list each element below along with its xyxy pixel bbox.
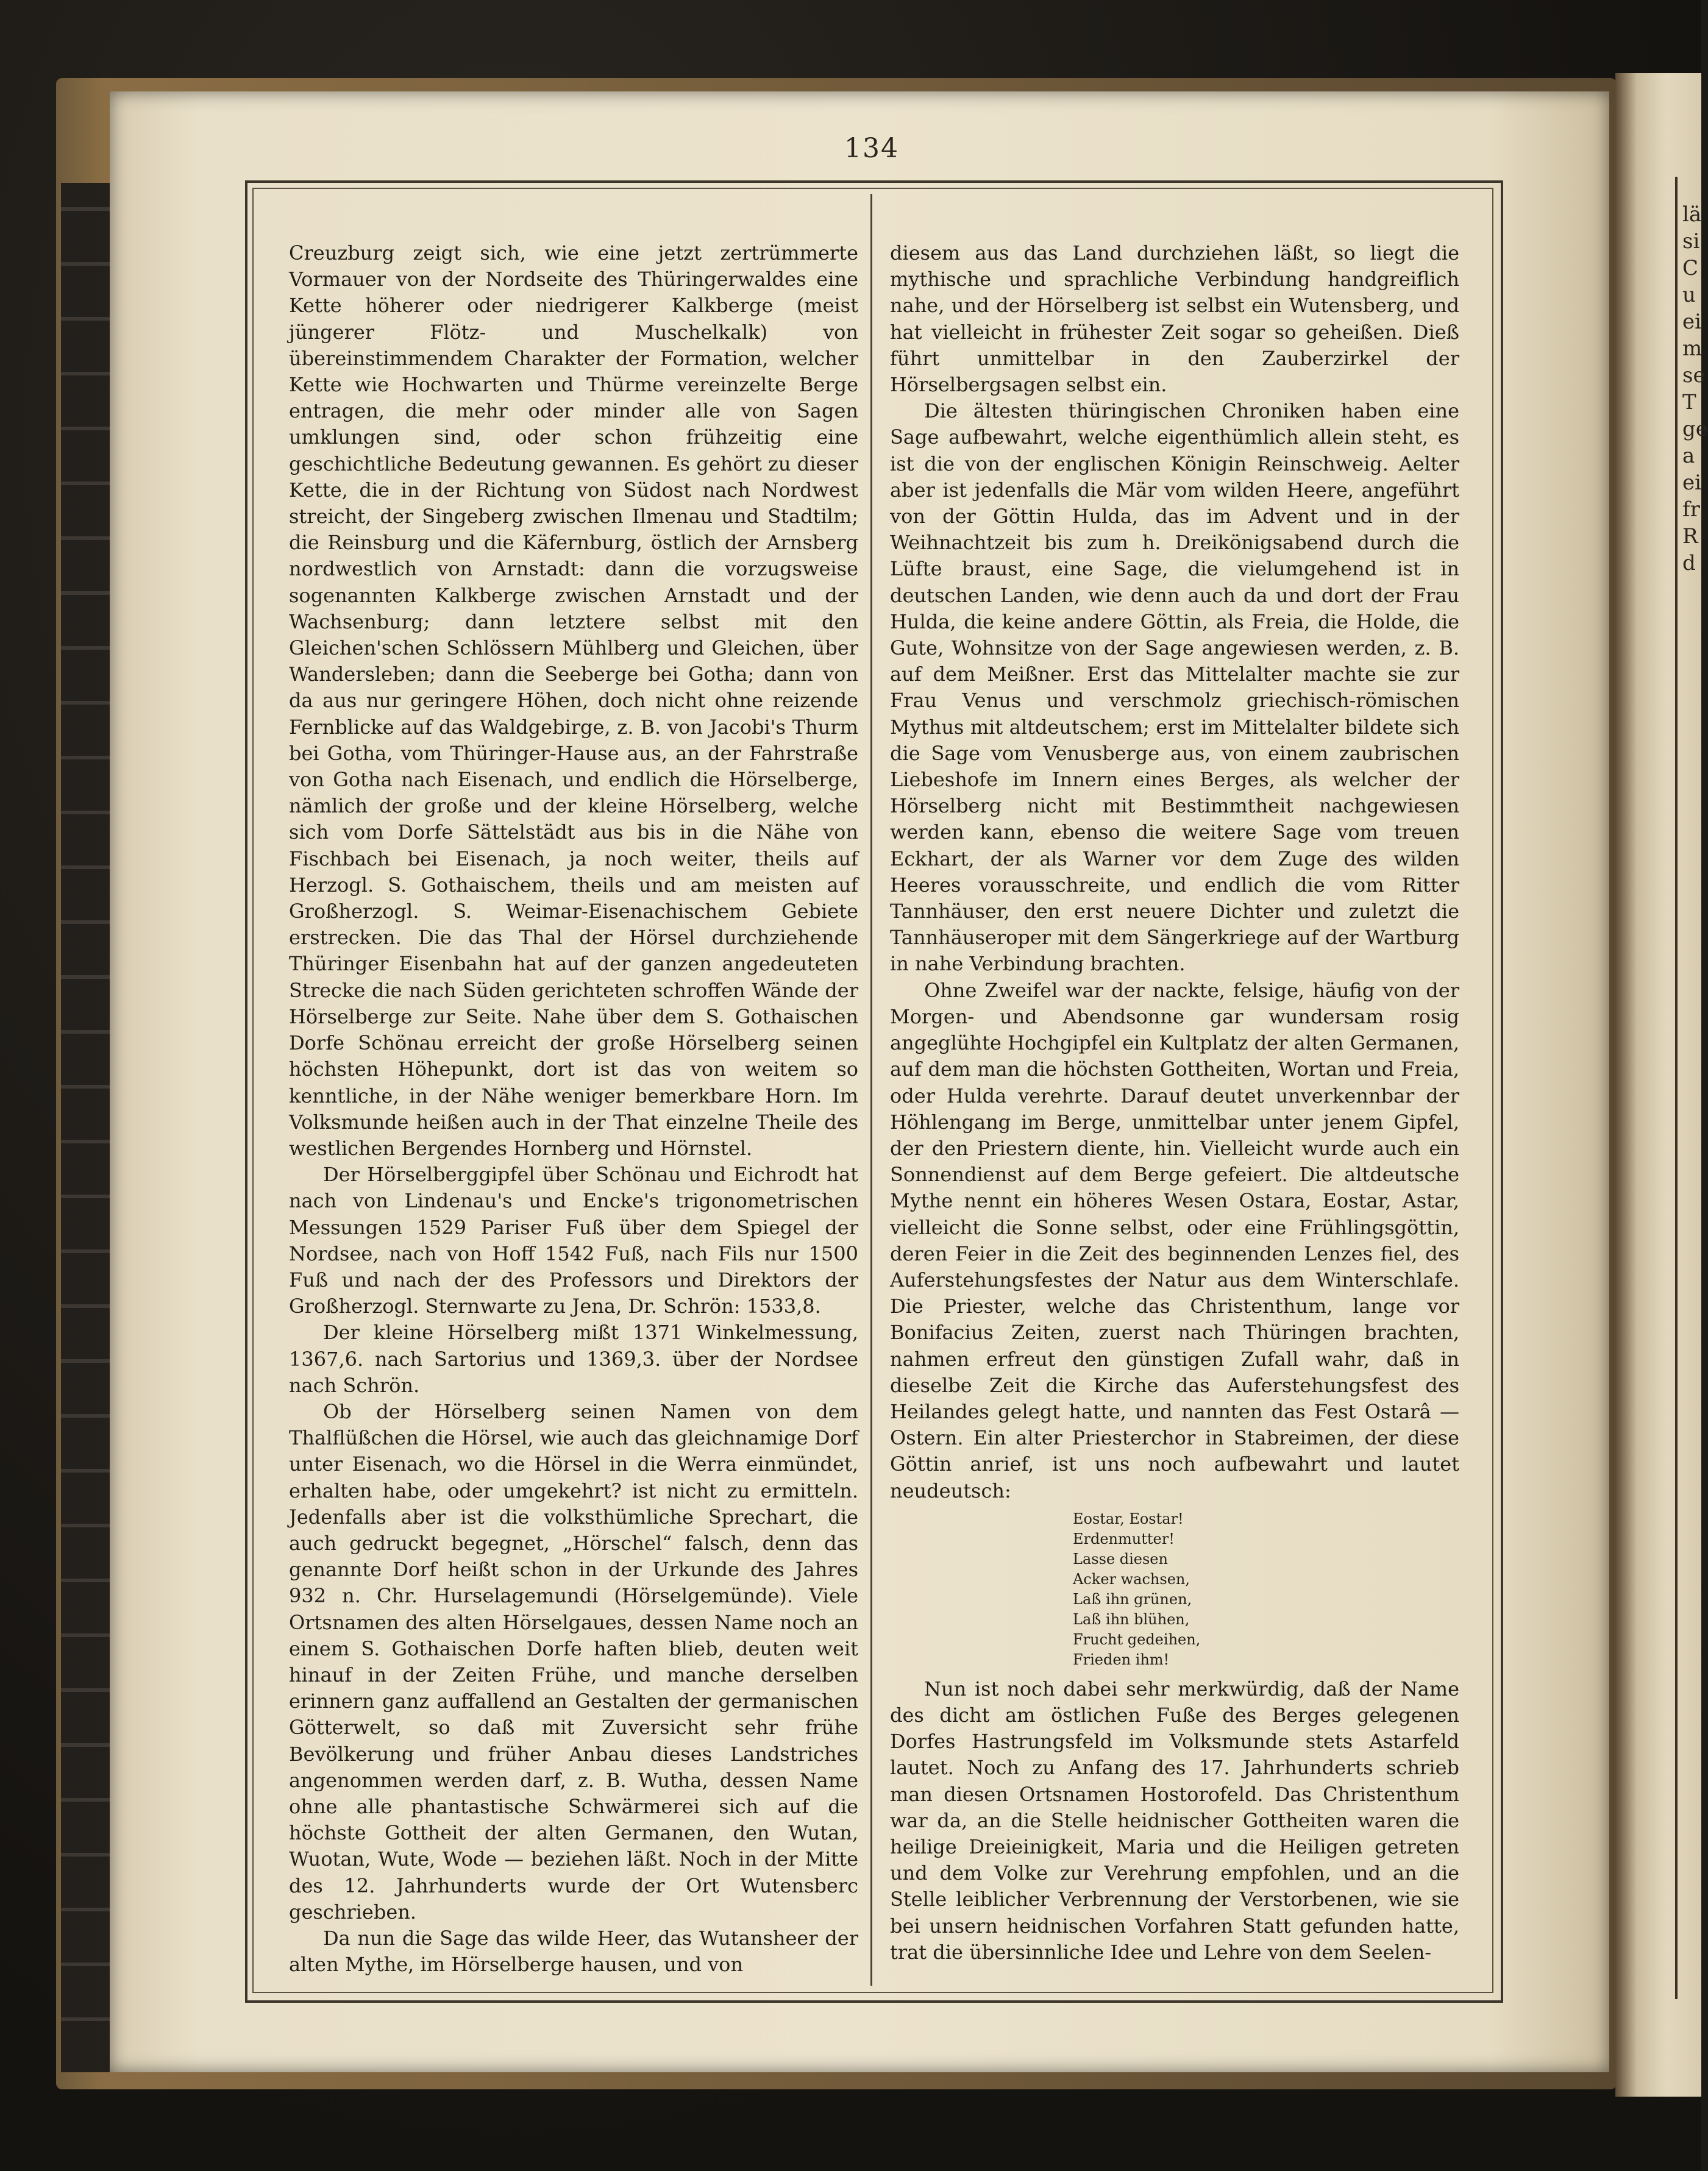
poem-line: Erdenmutter! [1073, 1530, 1175, 1547]
left-text-column [289, 240, 858, 1978]
paragraph: Creuzburg zeigt sich, wie eine jetzt zertrümmerte Vormauer von der Nordseite des Thüringerwaldes eine Kette höherer oder niedrigerer Kalkberge (meist jüngerer Flötz- und Muschelkalk) von übereinstimmendem Charakter der Formation, welcher Kette wie Hochwarten und Thürme vereinzelte Berge entragen, die mehr oder minder alle von Sagen umklungen sind, oder schon frühzeitig eine geschichtliche Bedeutung gewannen. Es gehört zu dieser Kette, die in der Richtung von Südost nach Nordwest streicht, der Singeberg zwischen Ilmenau und Stadtilm; die Reinsburg und die Käfernburg, östlich der Arnsberg nordwestlich von Arnstadt: dann die vorzugsweise sogenannten Kalkberge zwischen Arnstadt und der Wachsenburg; dann letztere selbst mit den Gleichen'schen Schlössern Mühlberg und Gleichen, über Wandersleben; dann die Seeberge bei Gotha; dann von da aus nur geringere Höhen, doch nicht ohne reizende Fernblicke auf das Waldgebirge, z. B. von Jacobi's Thurm bei Gotha, vom Thüringer-Hause aus, an der Fahrstraße von Gotha nach Eisenach, und endlich die Hörselberge, nämlich der große und der kleine Hörselberg, welche sich vom Dorfe Sättelstädt aus bis in die Nähe von Fischbach bei Eisenach, ja noch weiter, theils auf Herzogl. S. Gothaischem, theils und am meisten auf Großherzogl. S. Weimar-Eisenachischem Gebiete erstrecken. Die das Thal der Hörsel durchziehende Thüringer Eisenbahn hat auf der ganzen angedeuteten Strecke die nach Süden gerichteten schroffen Wände der Hörselberge zur Seite. Nahe über dem S. Gothaischen Dorfe Schönau erreicht der große Hörselberg seinen höchsten Höhepunkt, dort ist das von weitem so kenntliche, in der Nähe weniger bemerkbare Horn. Im Volksmunde heißen auch in der That einzelne Theile des westlichen Bergendes Hornberg und Hörnstel. [289, 241, 858, 1160]
next-page-glyph: se [1682, 363, 1706, 388]
next-page-glyph: fr [1682, 497, 1700, 522]
next-page-glyph: si [1682, 229, 1700, 254]
column-divider [870, 194, 872, 1986]
poem-line: Lasse diesen [1073, 1550, 1168, 1568]
next-page-glyph: T [1682, 390, 1696, 414]
poem-line: Acker wachsen, [1073, 1570, 1190, 1588]
next-page-text-fragments [1682, 201, 1708, 577]
paragraph: Die ältesten thüringischen Chroniken haben eine Sage aufbewahrt, welche eigenthümlich allein steht, es ist die von der englischen Königin Reinschweig. Aelter aber ist jedenfalls die Mär vom wilden Heere, angeführt von der Göttin Hulda, das im Advent und in der Weihnachtzeit bis zum h. Dreikönigsabend durch die Lüfte braust, eine Sage, die vielumgehend ist in deutschen Landen, wie denn auch da und dort der Frau Hulda, die keine andere Göttin, als Freia, die Holde, die Gute, Wohnsitze von der Sage angewiesen werden, z. B. auf dem Meißner. Erst das Mittelalter machte sie zur Frau Venus und verschmolz griechisch-römischen Mythus mit altdeutschem; erst im Mittelalter bildete sich die Sage vom Venusberge aus, von einem zaubrischen Liebeshofe im Innern eines Berges, als welcher der Hörselberg nicht mit Bestimmtheit nachgewiesen werden kann, ebenso die weitere Sage vom treuen Eckhart, der als Warner vor dem Zuge des wilden Heeres vorausschreite, und endlich die vom Ritter Tannhäuser, den erst neuere Dichter und zuletzt die Tannhäuseroper mit dem Sängerkriege auf der Wartburg in nahe Verbindung brachten. [890, 399, 1459, 976]
paragraph: Der kleine Hörselberg mißt 1371 Winkelmessung, 1367,6. nach Sartorius und 1369,3. über der Nordsee nach Schrön. [289, 1321, 858, 1397]
next-page-glyph: R [1682, 524, 1698, 549]
next-page-glyph: ei [1682, 471, 1701, 495]
next-page-glyph: C [1682, 256, 1699, 280]
next-page-glyph: d [1682, 551, 1696, 575]
paragraph: diesem aus das Land durchziehen läßt, so liegt die mythische und sprachliche Verbindung handgreiflich nahe, und der Hörselberg ist selbst ein Wutensberg, und hat vielleicht in frühester Zeit sogar so geheißen. Dieß führt unmittelbar in den Zauberzirkel der Hörselbergsagen selbst ein. [890, 241, 1459, 397]
next-page-glyph: ge [1682, 417, 1708, 441]
paragraph: Nun ist noch dabei sehr merkwürdig, daß der Name des dicht am östlichen Fuße des Berges gelegenen Dorfes Hastrungsfeld im Volksmunde stets Astarfeld lautet. Noch zu Anfang des 17. Jahrhunderts schrieb man diesen Ortsnamen Hostorofeld. Das Christenthum war da, an die Stelle heidnischer Gottheiten waren die heilige Dreieinigkeit, Maria und die Heiligen getreten und dem Volke zur Verehrung empfohlen, und an die Stelle leiblicher Verbrennung der Verstorbenen, wie sie bei unsern heidnischen Vorfahren Statt gefunden hatte, trat die übersinnliche Idee und Lehre von dem Seelen- [890, 1677, 1459, 1964]
page-number: 134 [844, 133, 899, 164]
paragraph: Der Hörselberggipfel über Schönau und Eichrodt hat nach von Lindenau's und Encke's trigonometrischen Messungen 1529 Pariser Fuß über dem Spiegel der Nordsee, nach von Hoff 1542 Fuß, nach Fils nur 1500 Fuß und nach der des Professors und Direktors der Großherzogl. Sternwarte zu Jena, Dr. Schrön: 1533,8. [289, 1163, 858, 1318]
book-spine [61, 183, 116, 2072]
poem-line: Frieden ihm! [1073, 1650, 1170, 1668]
next-page-glyph: ei [1682, 310, 1701, 334]
poem-line: Frucht gedeihen, [1073, 1630, 1201, 1648]
paragraph: Da nun die Sage das wilde Heer, das Wutansheer der alten Mythe, im Hörselberge hausen, und von [289, 1927, 858, 1977]
next-page-glyph: a [1682, 444, 1695, 468]
next-page-glyph: lä [1682, 202, 1702, 227]
right-text-column [890, 240, 1459, 1966]
poem-line: Laß ihn grünen, [1073, 1590, 1192, 1608]
poem-line: Laß ihn blühen, [1073, 1610, 1190, 1628]
poem-verse [1073, 1509, 1459, 1670]
paragraph: Ob der Hörselberg seinen Namen von dem Thalflüßchen die Hörsel, wie auch das gleichnamige Dorf unter Eisenach, wo die Hörsel in die Werra einmündet, erhalten habe, oder umgekehrt? ist nicht zu ermitteln. Jedenfalls aber ist die volksthümliche Sprechart, die auch gedruckt begegnet, „Hörschel“ falsch, denn das genannte Dorf heißt schon in der Urkunde des Jahres 932 n. Chr. Hurselagemundi (Hörselgemünde). Viele Ortsnamen des alten Hörselgaues, dessen Name noch an einem S. Gothaischen Dorfe haften blieb, deuten weit hinauf in der Zeiten Frühe, und manche derselben erinnern ganz auffallend an Gestalten der germanischen Götterwelt, so daß mit Zuversicht sehr frühe Bevölkerung und früher Anbau dieses Landstriches angenommen werden darf, z. B. Wutha, dessen Name ohne alle phantastische Schwärmerei sich auf die höchste Gottheit der alten Germanen, den Wutan, Wuotan, Wute, Wode — beziehen läßt. Noch in der Mitte des 12. Jahrhunderts wurde der Ort Wutensberc geschrieben. [289, 1399, 858, 1924]
next-page-glyph: u [1682, 283, 1696, 307]
paragraph: Ohne Zweifel war der nackte, felsige, häufig von der Morgen- und Abendsonne gar wundersam rosig angeglühte Hochgipfel ein Kultplatz der alten Germanen, auf dem man die höchsten Gottheiten, Wortan und Freia, oder Hulda verehrte. Darauf deutet unverkennbar der Höhlengang im Berge, unmittelbar unter jenem Gipfel, der den Priestern diente, hin. Vielleicht wurde auch ein Sonnendienst auf dem Berge gefeiert. Die altdeutsche Mythe nennt ein höheres Wesen Ostara, Eostar, Astar, vielleicht die Sonne selbst, oder eine Frühlingsgöttin, deren Feier in die Zeit des beginnenden Lenzes fiel, des Auferstehungsfestes der Natur aus dem Winterschlafe. Die Priester, welche das Christenthum, lange vor Bonifacius Zeiten, zuerst nach Thüringen brachten, nahmen erfreut den günstigen Zufall wahr, daß in dieselbe Zeit die Kirche das Auferstehungsfest des Heilandes gelegt hatte, und nannten das Fest Ostarâ — Ostern. Ein alter Priesterchor in Stabreimen, der diese Göttin anrief, ist uns noch aufbewahrt und lautet neudeutsch: [890, 978, 1459, 1502]
next-page-glyph: m [1682, 336, 1703, 361]
poem-line: Eostar, Eostar! [1073, 1510, 1184, 1527]
